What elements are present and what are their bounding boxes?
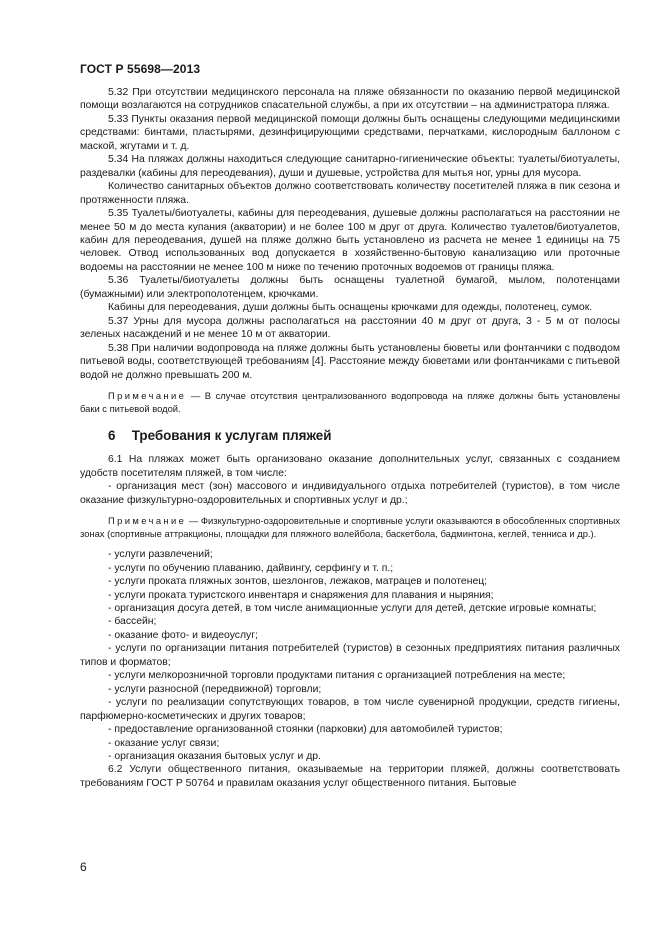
paragraph-5-35: 5.35 Туалеты/биотуалеты, кабины для переодевания, душевые должны располагаться на расстоянии не менее 50 м до места купания (акватории) и не более 100 м друг от друга. Количество туалетов/биотуалетов, кабин для переодевания, душей на пляже должно быть установлено из расчета не менее 1 единицы на 75 человек. Отвод использованных вод допускается в хозяйственно-бытовую канализацию или проточные водоемы на расстоянии не менее 100 м ниже по течению проточных водоемов от границы пляжа.	[80, 208, 620, 273]
paragraph-5-32: 5.32 При отсутствии медицинского персонала на пляже обязанности по оказанию первой медицинской помощи возлагаются на сотрудников спасательной службы, а при их отсутствии – на администратора пляжа.	[80, 87, 620, 112]
paragraph-5-34-cont: Количество санитарных объектов должно соответствовать количеству посетителей пляжа в пик сезона и протяженности пляжа.	[80, 181, 620, 206]
document-body	[80, 86, 620, 790]
list-item: - услуги мелкорозничной торговли продуктами питания с организацией потребления на месте;	[108, 670, 566, 682]
list-item: - услуги развлечений;	[108, 549, 213, 561]
list-item: - услуги проката туристского инвентаря и снаряжения для плавания и ныряния;	[108, 589, 494, 601]
paragraph-6-1: 6.1 На пляжах может быть организовано оказание дополнительных услуг, связанных с созданием удобств посетителям пляжей, в том числе:	[80, 454, 620, 479]
paragraph-5-38: 5.38 При наличии водопровода на пляже должны быть установлены бюветы или фонтанчики с подводом питьевой воды, соответствующей требованиям [4]. Расстояние между бюветами или фонтанчиками с питьевой водой не должно превышать 200 м.	[80, 342, 620, 381]
page-number: 6	[80, 860, 87, 874]
paragraph-5-37: 5.37 Урны для мусора должны располагаться на расстоянии 40 м друг от друга, 3 - 5 м от полосы зеленых насаждений и не менее 10 м от акватории.	[80, 315, 620, 341]
section-number: 6	[108, 428, 116, 444]
list-item: - оказание услуг связи;	[108, 737, 220, 749]
list-item: - организация оказания бытовых услуг и др.	[108, 750, 321, 762]
paragraph-5-34: 5.34 На пляжах должны находиться следующие санитарно-гигиенические объекты: туалеты/биотуалеты, раздевалки (кабины для переодевания), души и душевые, устройства для мытья ног, урны для мусора.	[80, 154, 620, 179]
section-title: Требования к услугам пляжей	[131, 428, 332, 444]
note-text: — В случае отсутствия централизованного водопровода на пляже должны быть установлены баки с питьевой водой.	[80, 389, 620, 414]
paragraph-5-36: 5.36 Туалеты/биотуалеты должны быть оснащены туалетной бумагой, мылом, полотенцами (бумажными) или электрополотенцем, крючками.	[80, 275, 620, 300]
list-item: - услуги по реализации сопутствующих товаров, в том числе сувенирной продукции, средств гигиены, парфюмерно-косметических и других товаров;	[80, 697, 620, 722]
paragraph-5-36-cont: Кабины для переодевания, души должны быть оснащены крючками для одежды, полотенец, сумок.	[108, 302, 593, 314]
list-item: - услуги разносной (передвижной) торговли;	[108, 683, 322, 695]
note-water-supply	[80, 390, 620, 415]
page-header: ГОСТ Р 55698—2013	[80, 62, 201, 76]
list-item: - услуги по организации питания потребителей (туристов) в сезонных предприятиях питания различных типов и форматов;	[80, 643, 620, 668]
list-item: - оказание фото- и видеоуслуг;	[108, 629, 258, 641]
note-label: Примечание	[108, 389, 187, 401]
list-item: - предоставление организованной стоянки (парковки) для автомобилей туристов;	[108, 724, 503, 736]
list-item: - организация досуга детей, в том числе анимационные услуги для детей, детские игровые комнаты;	[108, 602, 597, 614]
note-sport-services	[80, 515, 620, 540]
list-item: - услуги проката пляжных зонтов, шезлонгов, лежаков, матрацев и полотенец;	[108, 576, 488, 588]
list-item: - бассейн;	[108, 616, 157, 628]
list-item: - услуги по обучению плаванию, дайвингу, серфингу и т. п.;	[108, 562, 394, 574]
note-label: Примечание	[108, 514, 187, 526]
note-text: — Физкультурно-оздоровительные и спортивные услуги оказываются в обособленных спортивных зонах (спортивные аттракционы, площадки для пляжного волейбола, баскетбола, бадминтона, кеглей, тенниса и др.).	[80, 514, 620, 539]
paragraph-5-33: 5.33 Пункты оказания первой медицинской помощи должны быть оснащены следующими медицинскими средствами: бинтами, пластырями, дезинфицирующими средствами, перчатками, кислородным баллоном с маской, жгутами и т. д.	[80, 113, 620, 152]
paragraph-6-1-item: - организация мест (зон) массового и индивидуального отдыха потребителей (туристов), в том числе оказание физкультурно-оздоровительных и спортивных услуг и др.;	[80, 481, 620, 506]
section-heading	[80, 427, 620, 445]
paragraph-6-2: 6.2 Услуги общественного питания, оказываемые на территории пляжей, должны соответствовать требованиям ГОСТ Р 50764 и правилам оказания услуг общественного питания. Бытовые	[80, 764, 620, 789]
